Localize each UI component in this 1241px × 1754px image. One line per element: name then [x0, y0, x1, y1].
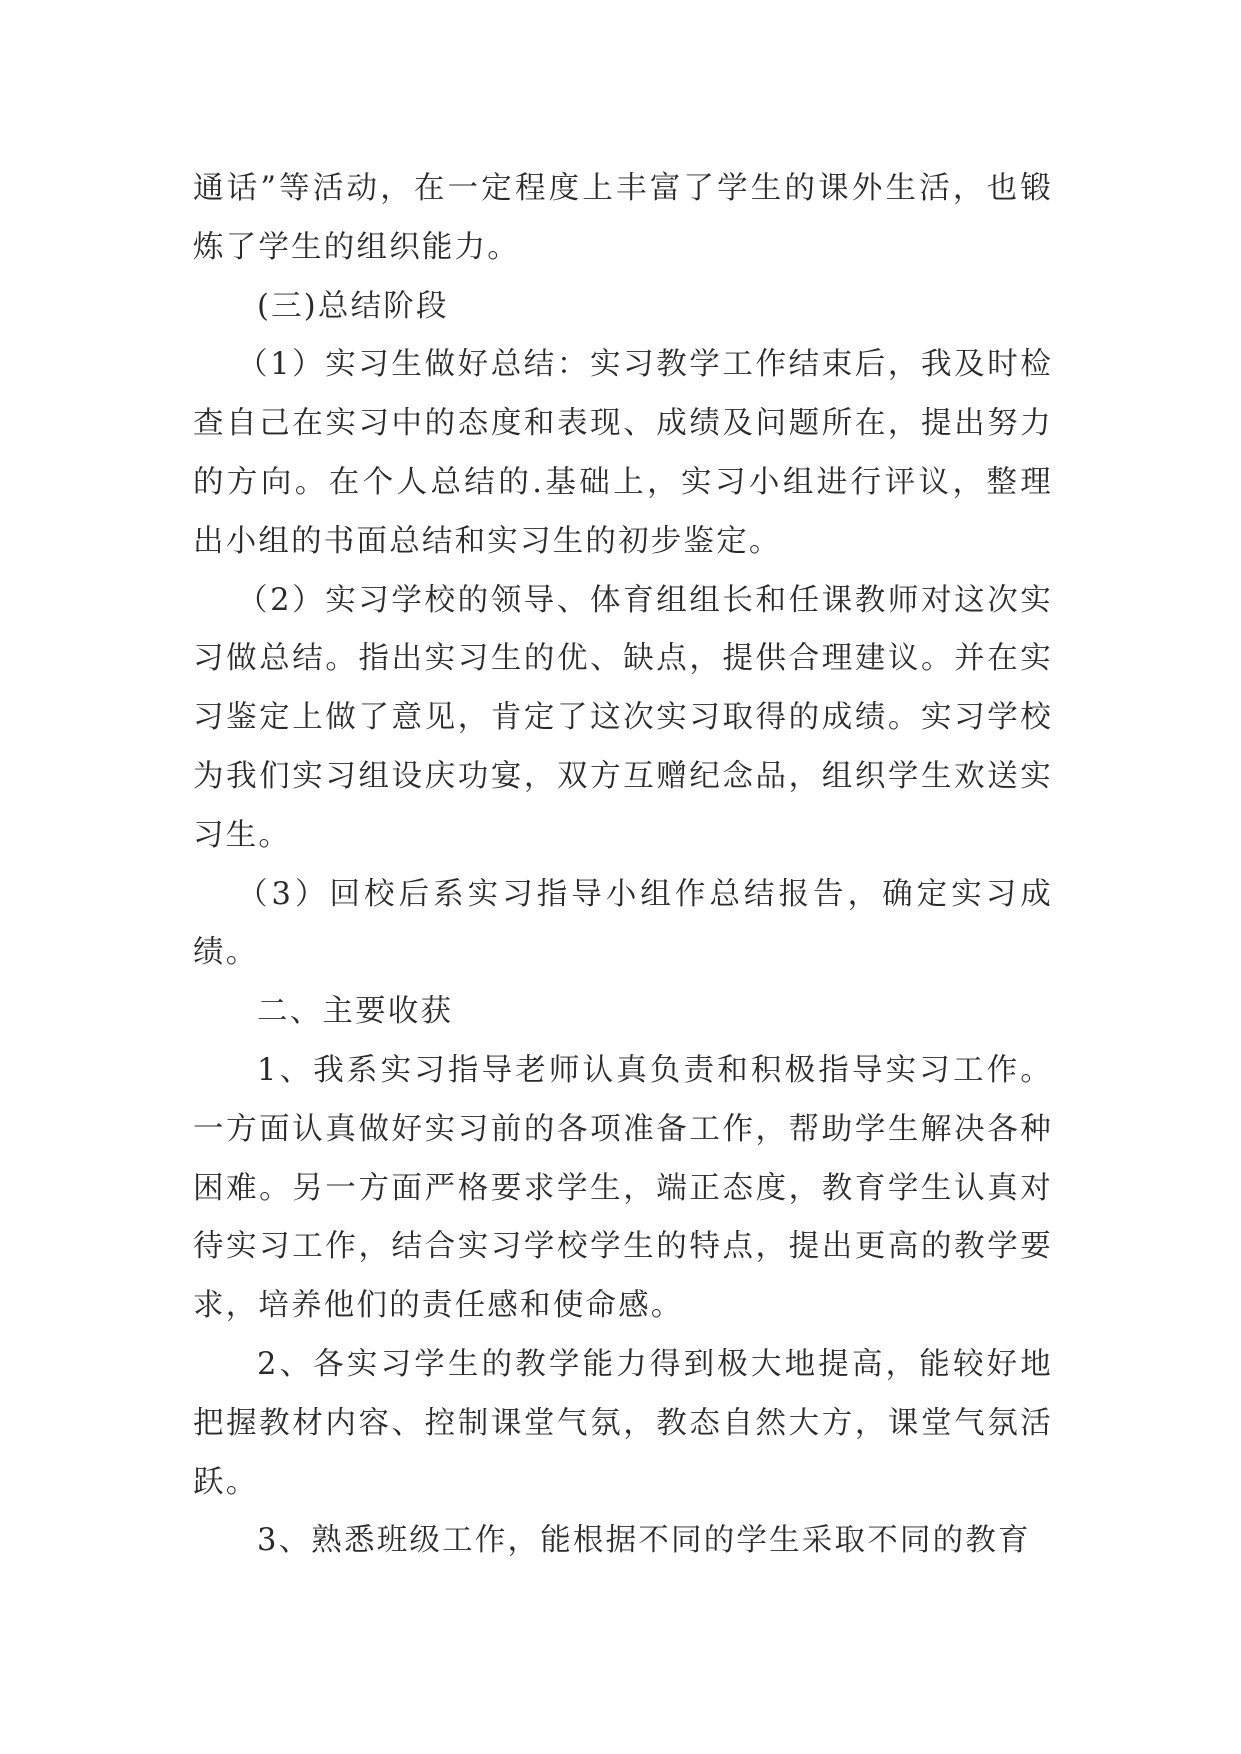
section-heading-main-gains: 二、主要收获 [257, 994, 454, 1030]
document-body [193, 160, 1053, 1571]
paragraph-gain-1: 1、我系实习指导老师认真负责和积极指导实习工作。一方面认真做好实习前的各项准备工作，帮助学生解决各种困难。另一方面严格要求学生，端正态度，教育学生认真对待实习工作，结合实习学校学生的特点，提出更高的教学要求，培养他们的责任感和使命感。 [193, 1052, 1053, 1324]
paragraph-item-2: （2）实习学校的领导、体育组组长和任课教师对这次实习做总结。指出实习生的优、缺点，提供合理建议。并在实习鉴定上做了意见，肯定了这次实习取得的成绩。实习学校为我们实习组设庆功宴，双方互赠纪念品，组织学生欢送实习生。 [193, 582, 1053, 853]
paragraph-gain-2: 2、各实习学生的教学能力得到极大地提高，能较好地把握教材内容、控制课堂气氛，教态自然大方，课堂气氛活跃。 [193, 1346, 1053, 1500]
paragraph-item-1: （1）实习生做好总结：实习教学工作结束后，我及时检查自己在实习中的态度和表现、成绩及问题所在，提出努力的方向。在个人总结的.基础上，实习小组进行评议，整理出小组的书面总结和实习生的初步鉴定。 [193, 347, 1053, 559]
paragraph-gain-3: 3、熟悉班级工作，能根据不同的学生采取不同的教育 [257, 1523, 1031, 1559]
section-heading-summary-stage: (三)总结阶段 [257, 288, 449, 324]
paragraph-continuation: 通话”等活动，在一定程度上丰富了学生的课外生活，也锻炼了学生的组织能力。 [193, 171, 1053, 265]
paragraph-item-3: （3）回校后系实习指导小组作总结报告，确定实习成绩。 [193, 876, 1053, 971]
